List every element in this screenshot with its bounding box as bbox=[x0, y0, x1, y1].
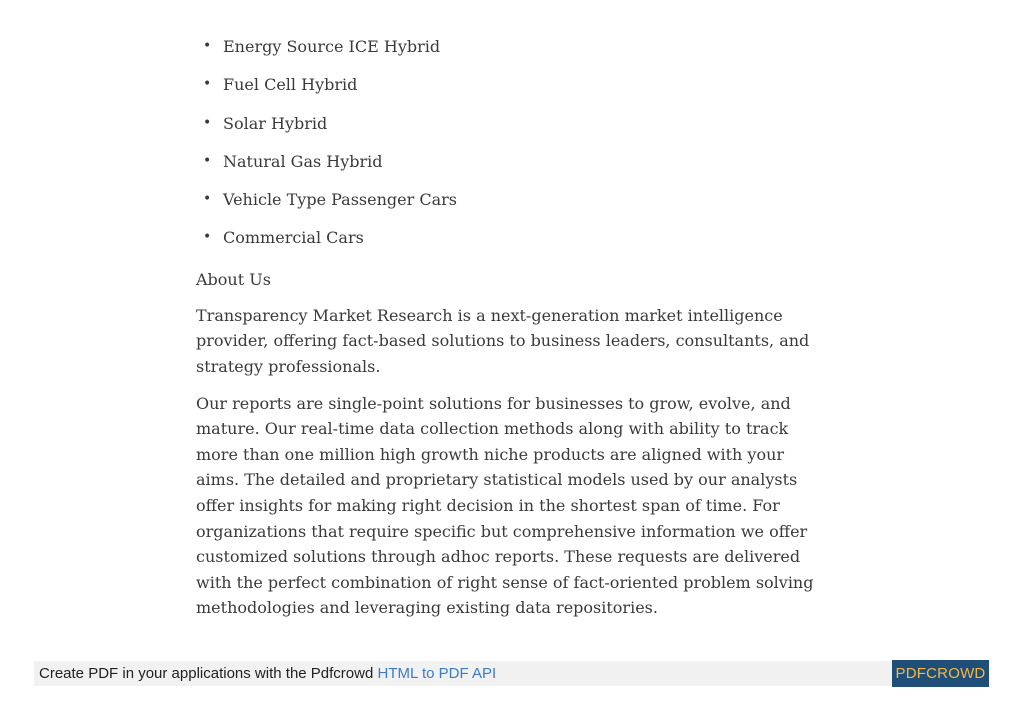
bullet-icon: • bbox=[203, 152, 212, 169]
list-item-text: Commercial Cars bbox=[223, 228, 364, 248]
list-item bbox=[196, 145, 826, 183]
footer-message: Create PDF in your applications with the Pdfcrowd bbox=[39, 665, 378, 682]
list-item bbox=[196, 68, 826, 106]
about-us-heading: About Us bbox=[196, 269, 271, 289]
list-item bbox=[196, 221, 826, 259]
bullet-list bbox=[196, 30, 826, 260]
html-to-pdf-api-link[interactable]: HTML to PDF API bbox=[377, 665, 497, 682]
list-item-text: Fuel Cell Hybrid bbox=[223, 75, 358, 95]
list-item-text: Energy Source ICE Hybrid bbox=[223, 37, 441, 56]
list-item-text: Solar Hybrid bbox=[223, 113, 328, 133]
pdfcrowd-footer-bar bbox=[34, 661, 989, 686]
footer-text bbox=[39, 661, 496, 686]
bullet-icon: • bbox=[203, 76, 212, 93]
bullet-icon: • bbox=[203, 229, 212, 246]
bullet-icon: • bbox=[203, 114, 212, 131]
document-content bbox=[196, 30, 826, 621]
pdfcrowd-brand-button[interactable]: PDFCROWD bbox=[892, 660, 989, 687]
bullet-icon: • bbox=[203, 191, 212, 208]
bullet-icon: • bbox=[203, 38, 212, 54]
about-paragraph-reports: Our reports are single-point solutions for businesses to grow, evolve, and mature. Our real-time data collection methods along with ability to track more than one million high growth niche products are aligned with your aims. The detailed and proprietary statistical models used by our analysts offer insights for making right decision in the shortest span of time. For organizations that require specific but comprehensive information we offer customized solutions through adhoc reports. These requests are delivered with the perfect combination of right sense of fact-oriented problem solving methodologies and leveraging existing data repositories. bbox=[196, 393, 814, 618]
list-item bbox=[196, 183, 826, 221]
about-paragraph-intro: Transparency Market Research is a next-generation market intelligence provider, offering fact-based solutions to business leaders, consultants, and strategy professionals. bbox=[196, 305, 810, 376]
list-item bbox=[196, 107, 826, 145]
list-item bbox=[196, 30, 826, 68]
list-item-text: Vehicle Type Passenger Cars bbox=[223, 190, 457, 210]
list-item-text: Natural Gas Hybrid bbox=[223, 151, 383, 171]
